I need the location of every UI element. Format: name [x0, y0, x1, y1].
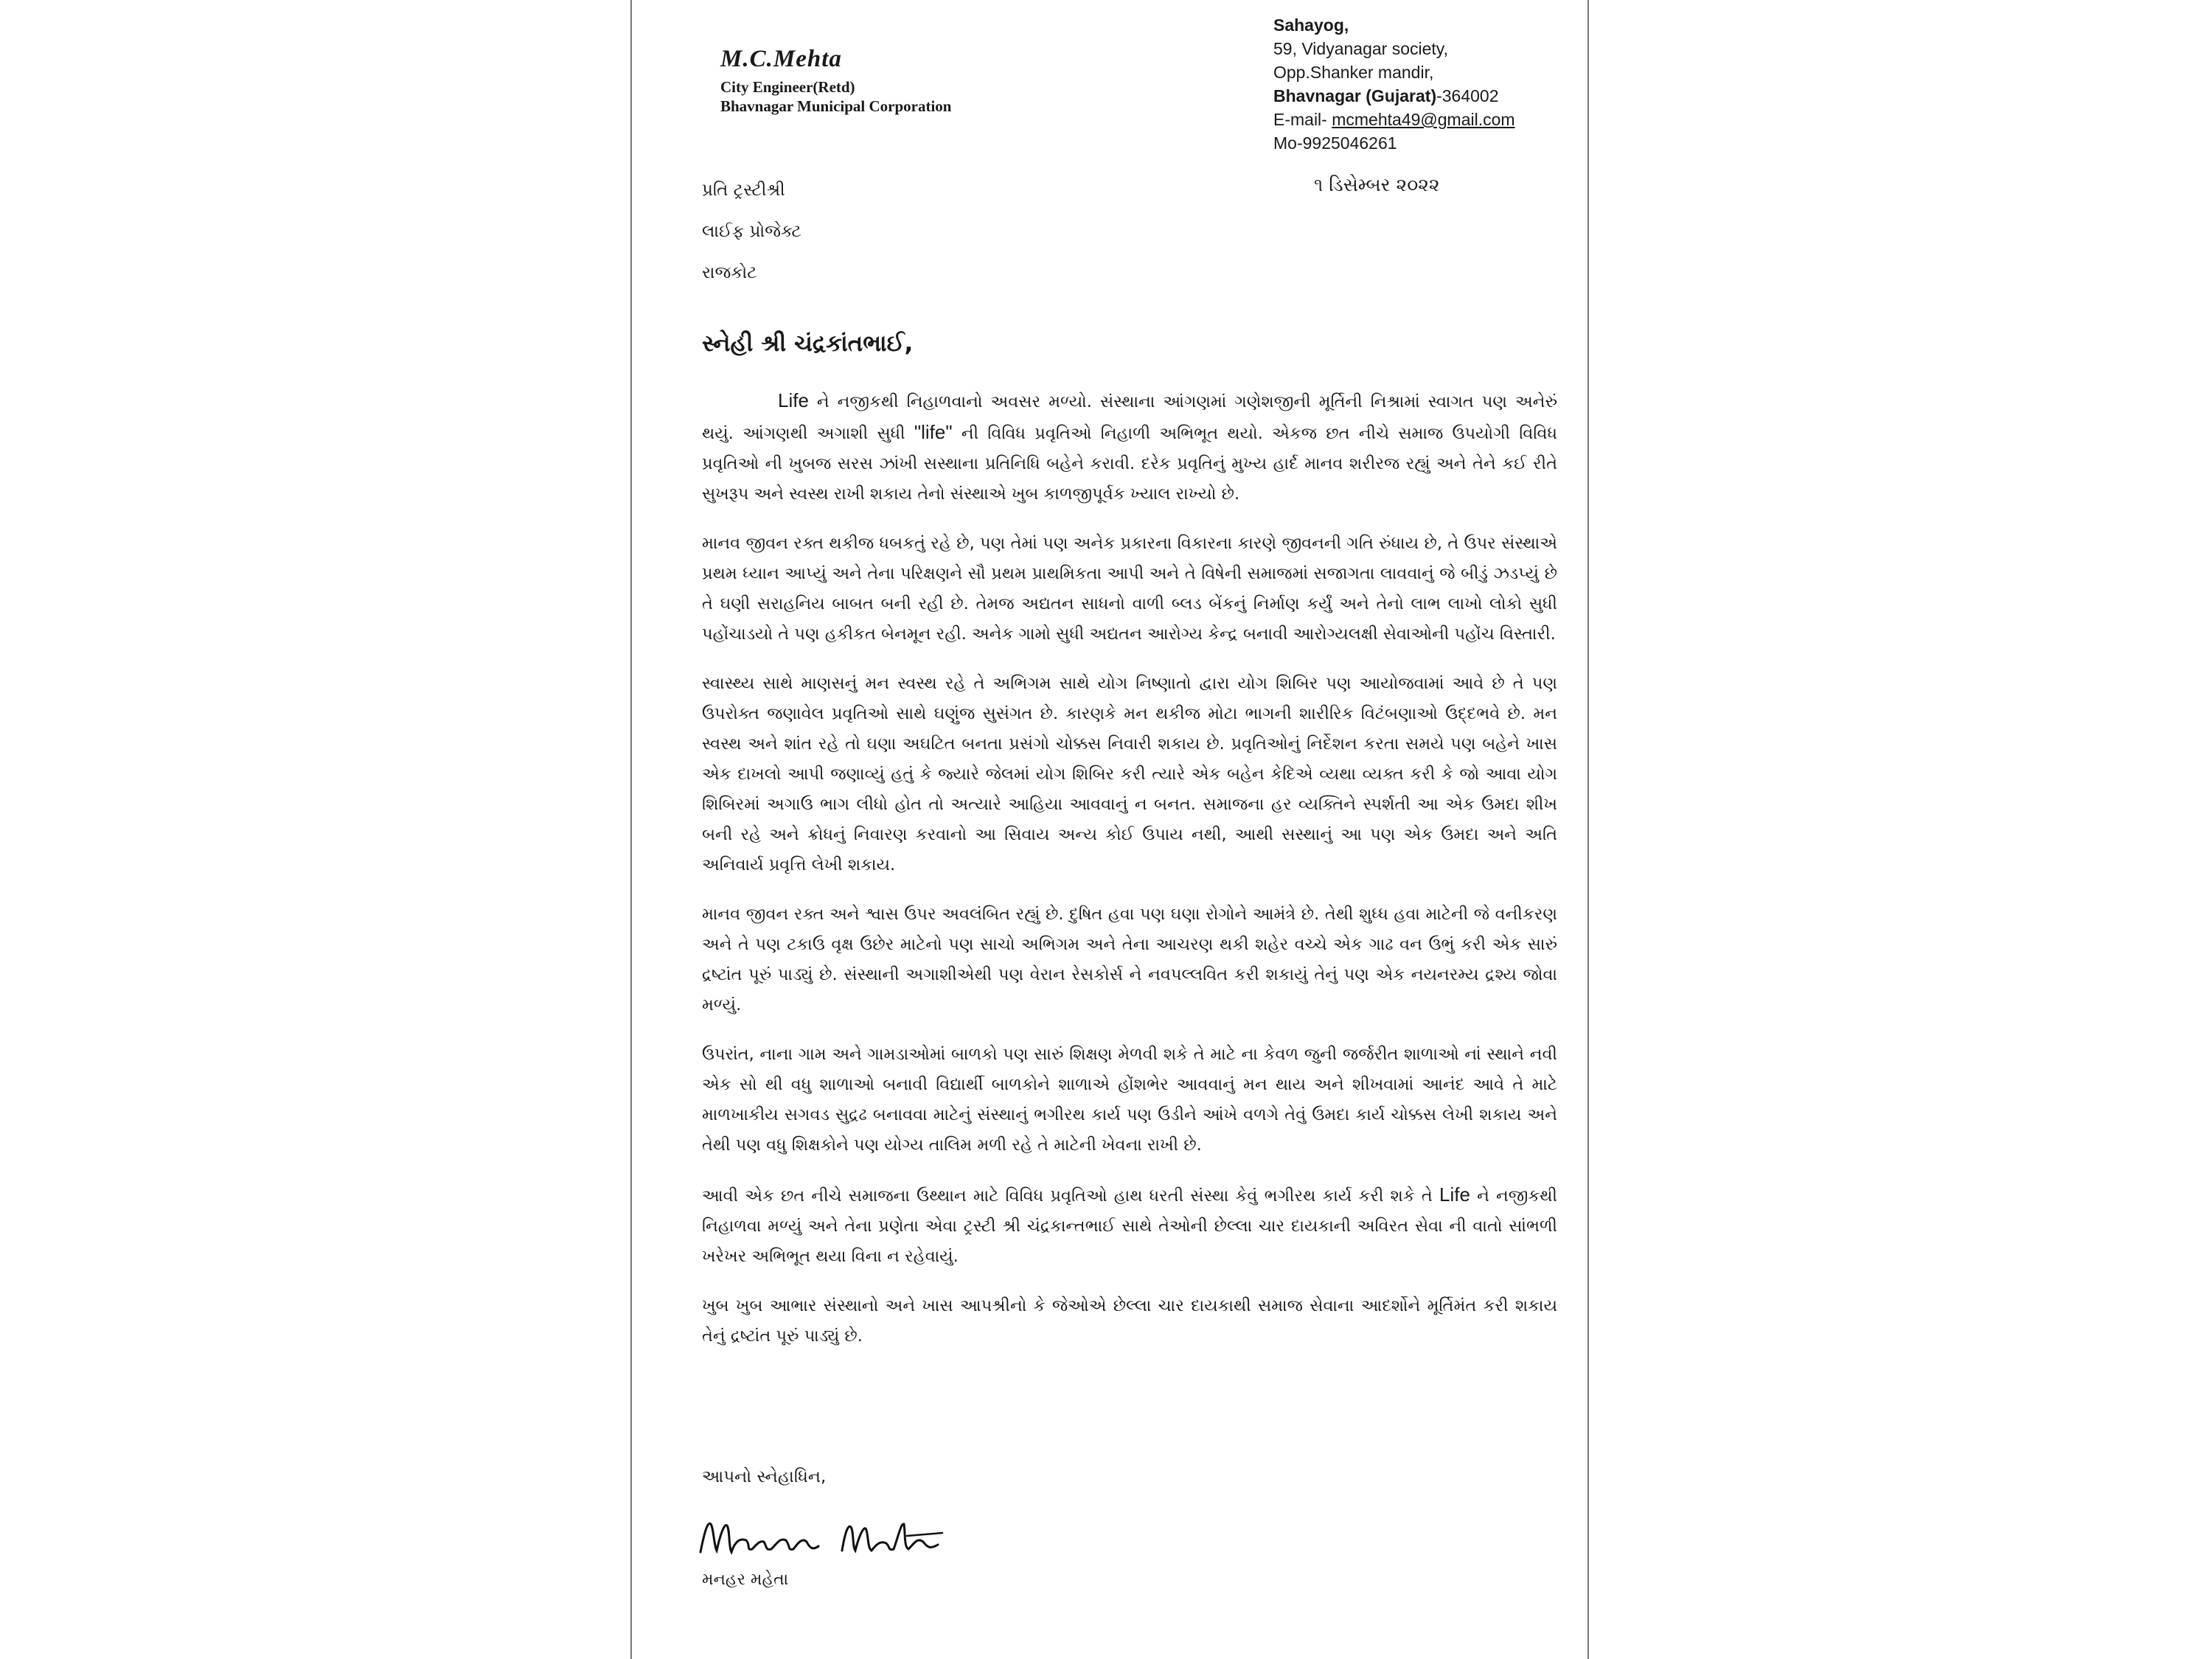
paragraph-text: "life" — [914, 421, 953, 443]
address-line: Sahayog, — [1273, 15, 1349, 35]
paragraph-text: ને નજીકથી નિહાળવા મળ્યું અને તેના પ્રણેતા એવા ટ્રસ્ટી શ્રી ચંદ્રકાન્તભાઈ સાથે તેઓની છેલ્લા ચાર દાયકાની અવિરત સેવા ની વાતો સાંભળી ખરેખર અભિભૂત થયા વિના ન રહેવાયું. — [702, 1186, 1557, 1266]
salutation: સ્નેહી શ્રી ચંદ્રકાંતભાઈ, — [702, 330, 914, 357]
mobile-line: Mo-9925046261 — [1273, 133, 1397, 153]
letter-body — [702, 386, 1557, 1371]
recipient-block — [702, 170, 801, 293]
sender-org: Bhavnagar Municipal Corporation — [720, 97, 952, 115]
sender-block — [720, 46, 951, 116]
paragraph: ખુબ ખુબ આભાર સંસ્થાનો અને ખાસ આપશ્રીનો કે જેઓએ છેલ્લા ચાર દાયકાથી સમાજ સેવાના આદર્શોને મૂર્તિમંત કરી શકાય તેનું દ્રષ્ટાંત પૂરું પાડ્યું છે. — [702, 1296, 1557, 1346]
address-line: 59, Vidyanagar society, — [1273, 39, 1448, 58]
sender-name: M.C.Mehta — [720, 46, 842, 72]
closing: આપનો સ્નેહાધિન, — [702, 1467, 827, 1486]
address-block — [1273, 13, 1515, 155]
paragraph-text: Life — [778, 389, 809, 411]
paragraph: માનવ જીવન રક્ત અને શ્વાસ ઉપર અવલંબિત રહ્યું છે. દુષિત હવા પણ ઘણા રોગોને આમંત્રે છે. તેથી શુધ્ધ હવા માટેની જે વનીકરણ અને તે પણ ટકાઉ વૃક્ષ ઉછેર માટેનો પણ સાચો અભિગમ અને તેના આચરણ થકી શહેર વચ્ચે એક ગાઢ વન ઉભું કરી એક સારું દ્રષ્ટાંત પૂરું પાડ્યું છે. સંસ્થાની અગાશીએથી પણ વેરાન રેસકોર્સ ને નવપલ્લવિત કરી શકાયું તેનું પણ એક નયનરમ્ય દ્રશ્ય જોવા મળ્યું. — [702, 905, 1557, 1015]
letter-date: ૧ ડિસેમ્બર ૨૦૨૨ — [1314, 174, 1440, 195]
recipient-line: પ્રતિ ટ્રસ્ટીશ્રી — [702, 181, 785, 200]
paragraph: સ્વાસ્થ્ય સાથે માણસનું મન સ્વસ્થ રહે તે અભિગમ સાથે યોગ નિષ્ણાતો દ્વારા યોગ શિબિર પણ આયોજવામાં આવે છે તે પણ ઉપરોક્ત જણાવેલ પ્રવૃતિઓ સાથે ઘણુંજ સુસંગત છે. કારણકે મન થકીજ મોટા ભાગની શારીરિક વિટંબણાઓ ઉદ્દભવે છે. મન સ્વસ્થ અને શાંત રહે તો ઘણા અઘટિત બનતા પ્રસંગો ચોક્કસ નિવારી શકાય છે. પ્રવૃતિઓનું નિર્દેશન કરતા સમયે પણ બહેને ખાસ એક દાખલો આપી જણાવ્યું હતું કે જ્યારે જેલમાં યોગ શિબિર કરી ત્યારે એક બહેન કેદિએ વ્યથા વ્યક્ત કરી કે જો આવા યોગ શિબિરમાં અગાઉ ભાગ લીધો હોત તો અત્યારે આહિયા આવવાનું ન બનત. સમાજના હર વ્યક્તિને સ્પર્શતી આ એક ઉમદા શીખ બની રહે અને ક્રોધનું નિવારણ કરવાનો આ સિવાય અન્ય કોઈ ઉપાય નથી, આથી સસ્થાનું આ પણ એક ઉમદા અને અતિ અનિવાર્ય પ્રવૃત્તિ લેખી શકાય. — [702, 674, 1557, 874]
handwritten-signature — [695, 1508, 975, 1567]
paragraph-text: ને નજીકથી નિહાળવાનો અવસર મળ્યો. સંસ્થાના આંગણમાં ગણેશજીની મૂર્તિની નિશ્રામાં સ્વાગત પણ અનેરું થયું. આંગણથી અગાશી સુધી — [702, 392, 1557, 443]
paragraph-text: ની વિવિધ પ્રવૃતિઓ નિહાળી અભિભૂત થયો. એકજ છત નીચે સમાજ ઉપયોગી વિવિધ પ્રવૃતિઓ ની ખુબજ સરસ ઝાંખી સસ્થાના પ્રતિનિધિ બહેને કરાવી. દરેક પ્રવૃતિનું મુખ્ય હાર્દ માનવ શરીરજ રહ્યું અને તેને કઈ રીતે સુખરૂપ અને સ્વસ્થ રાખી શકાય તેનો સંસ્થાએ ખુબ કાળજીપૂર્વક ખ્યાલ રાખ્યો છે. — [702, 424, 1557, 504]
email-link[interactable]: mcmehta49@gmail.com — [1332, 110, 1515, 129]
address-city-line — [1273, 84, 1515, 108]
sender-title: City Engineer(Retd) — [720, 78, 855, 96]
paragraph-text: Life — [1439, 1183, 1470, 1206]
paragraph: માનવ જીવન રક્ત થકીજ ધબકતું રહે છે, પણ તેમાં પણ અનેક પ્રકારના વિકારના કારણે જીવનની ગતિ રુંધાય છે, તે ઉપર સંસ્થાએ પ્રથમ ધ્યાન આપ્યું અને તેના પરિક્ષણને સૌ પ્રથમ પ્રાથમિકતા આપી અને તે વિષેની સમાજમાં સજાગતા લાવવાનું જે બીડું ઝડપ્યું છે તે ઘણી સરાહનિય બાબત બની રહી છે. તેમજ અદ્યતન સાધનો વાળી બ્લડ બેંકનું નિર્માણ કર્યું અને તેનો લાભ લાખો લોકો સુધી પહોંચાડયો તે પણ હકીકત બેનમૂન રહી. અનેક ગામો સુધી અદ્યતન આરોગ્ય કેન્દ્ર બનાવી આરોગ્યલક્ષી સેવાઓની પહોંચ વિસ્તારી. — [702, 534, 1557, 644]
address-pin: -364002 — [1436, 86, 1499, 105]
paragraph-text: આવી એક છત નીચે સમાજના ઉથ્થાન માટે વિવિધ પ્રવૃતિઓ હાથ ધરતી સંસ્થા કેવું ભગીરથ કાર્ય કરી શકે તે — [702, 1186, 1439, 1206]
email-label: E-mail- — [1273, 110, 1332, 129]
paragraph — [702, 1180, 1557, 1272]
recipient-line: લાઈફ પ્રોજેક્ટ — [702, 222, 801, 241]
signer-name: મનહર મહેતા — [702, 1571, 789, 1589]
address-city: Bhavnagar (Gujarat) — [1273, 86, 1437, 105]
email-line — [1273, 108, 1515, 131]
paragraph — [702, 386, 1557, 509]
recipient-line: રાજકોટ — [702, 263, 757, 282]
paragraph: ઉપરાંત, નાના ગામ અને ગામડાઓમાં બાળકો પણ સારું શિક્ષણ મેળવી શકે તે માટે ના કેવળ જુની જર્જરીત શાળાઓ નાં સ્થાને નવી એક સો થી વધુ શાળાઓ બનાવી વિદ્યાર્થી બાળકોને શાળાએ હોંશભેર આવવાનું મન થાય અને શીખવામાં આનંદ આવે તે માટે માળખાકીય સગવડ સુદ્રઢ બનાવવા માટેનું સંસ્થાનું ભગીરથ કાર્ય પણ ઉડીને આંખે વળગે તેવું ઉમદા કાર્ય ચોક્કસ લેખી શકાય અને તેથી પણ વધુ શિક્ષકોને પણ યોગ્ય તાલિમ મળી રહે તે માટેની ખેવના રાખી છે. — [702, 1045, 1558, 1155]
letter-page — [630, 0, 1589, 1659]
address-line: Opp.Shanker mandir, — [1273, 63, 1434, 82]
